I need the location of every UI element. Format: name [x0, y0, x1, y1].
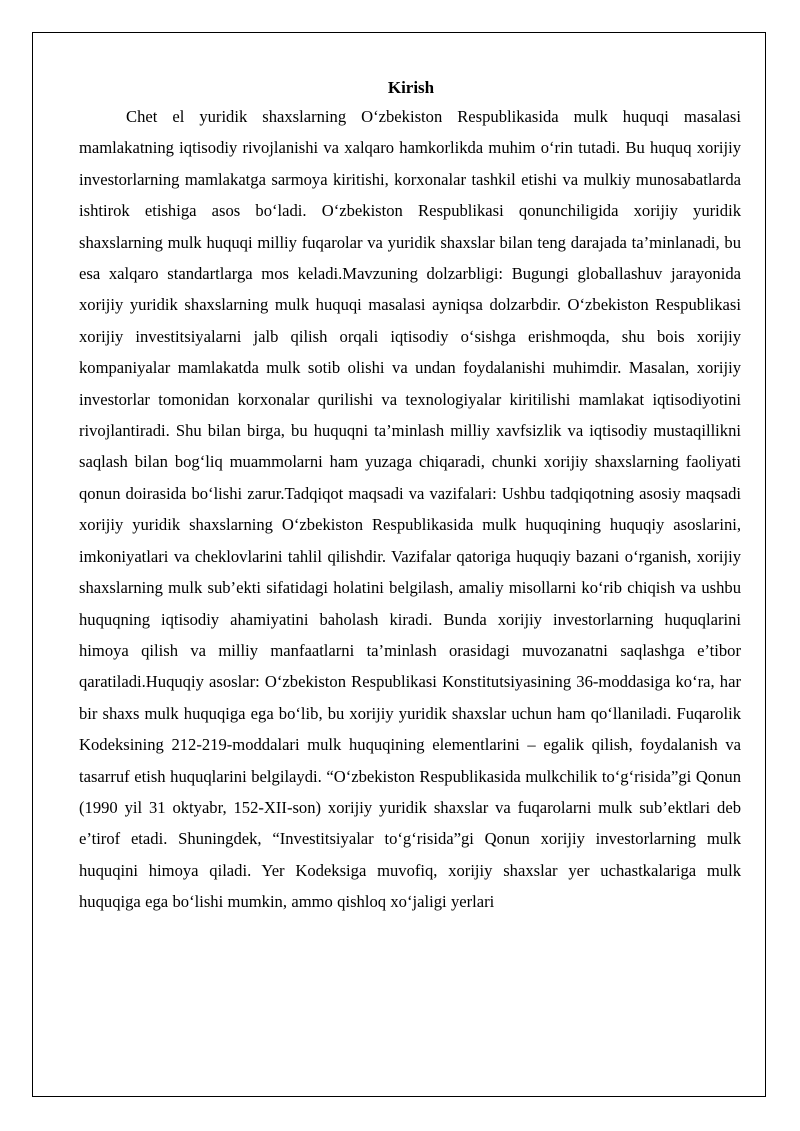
- document-title: Kirish: [387, 78, 435, 97]
- body-paragraph: Chet el yuridik shaxslarning O‘zbekiston Respublikasida mulk huquqi masalasi mamlakatning iqtisodiy rivojlanishi va xalqaro hamkorlikda muhim o‘rin tutadi. Bu huquq xorijiy investorlarning mamlakatga sarmoya kiritishi, korxonalar tashkil etishi va mulkiy munosabatlarda ishtirok etishiga asos bo‘ladi. O‘zbekiston Respublikasi qonunchiligida xorijiy yuridik shaxslarning mulk huquqi milliy fuqarolar va yuridik shaxslar bilan teng darajada ta’minlanadi, bu esa xalqaro standartlarga mos keladi.Mavzuning dolzarbligi: Bugungi globallashuv jarayonida xorijiy yuridik shaxslarning mulk huquqi masalasi ayniqsa dolzarbdir. O‘zbekiston Respublikasi xorijiy investitsiyalarni jalb qilish orqali iqtisodiy o‘sishga erishmoqda, shu bois xorijiy kompaniyalar mamlakatda mulk sotib olishi va undan foydalanishi muhimdir. Masalan, xorijiy investorlar tomonidan korxonalar qurilishi va texnologiyalar kiritilishi mamlakat iqtisodiyotini rivojlantiradi. Shu bilan birga, bu huquqni ta’minlash milliy xavfsizlik va iqtisodiy mustaqillikni saqlash bilan bog‘liq muammolarni ham yuzaga chiqaradi, chunki xorijiy shaxslarning faoliyati qonun doirasida bo‘lishi zarur.Tadqiqot maqsadi va vazifalari: Ushbu tadqiqotning asosiy maqsadi xorijiy yuridik shaxslarning O‘zbekiston Respublikasida mulk huquqining huquqiy asoslarini, imkoniyatlari va cheklovlarini tahlil qilishdir. Vazifalar qatoriga huquqiy bazani o‘rganish, xorijiy shaxslarning mulk sub’ekti sifatidagi holatini belgilash, amaliy misollarni ko‘rib chiqish va ushbu huquqning iqtisodiy ahamiyatini baholash kiradi. Bunda xorijiy investorlarning huquqlarini himoya qilish va milliy manfaatlarni ta’minlash orasidagi muvozanatni saqlashga e’tibor qaratiladi.Huquqiy asoslar: O‘zbekiston Respublikasi Konstitutsiyasining 36-moddasiga ko‘ra, har bir shaxs mulk huquqiga ega bo‘lib, bu xorijiy yuridik shaxslar uchun ham qo‘llaniladi. Fuqarolik Kodeksining 212-219-moddalari mulk huquqining elementlarini – egalik qilish, foydalanish va tasarruf etish huquqlarini belgilaydi. “O‘zbekiston Respublikasida mulkchilik to‘g‘risida”gi Qonun (1990 yil 31 oktyabr, 152-XII-son) xorijiy yuridik shaxslar va fuqarolarni mulk sub’ektlari deb e’tirof etadi. Shuningdek, “Investitsiyalar to‘g‘risida”gi Qonun xorijiy investorlarning mulk huquqini himoya qiladi. Yer Kodeksiga muvofiq, xorijiy shaxslar yer uchastkalariga mulk huquqiga ega bo‘lishi mumkin, ammo qishloq xo‘jaligi yerlari: [79, 107, 741, 912]
- document-body: [79, 75, 741, 918]
